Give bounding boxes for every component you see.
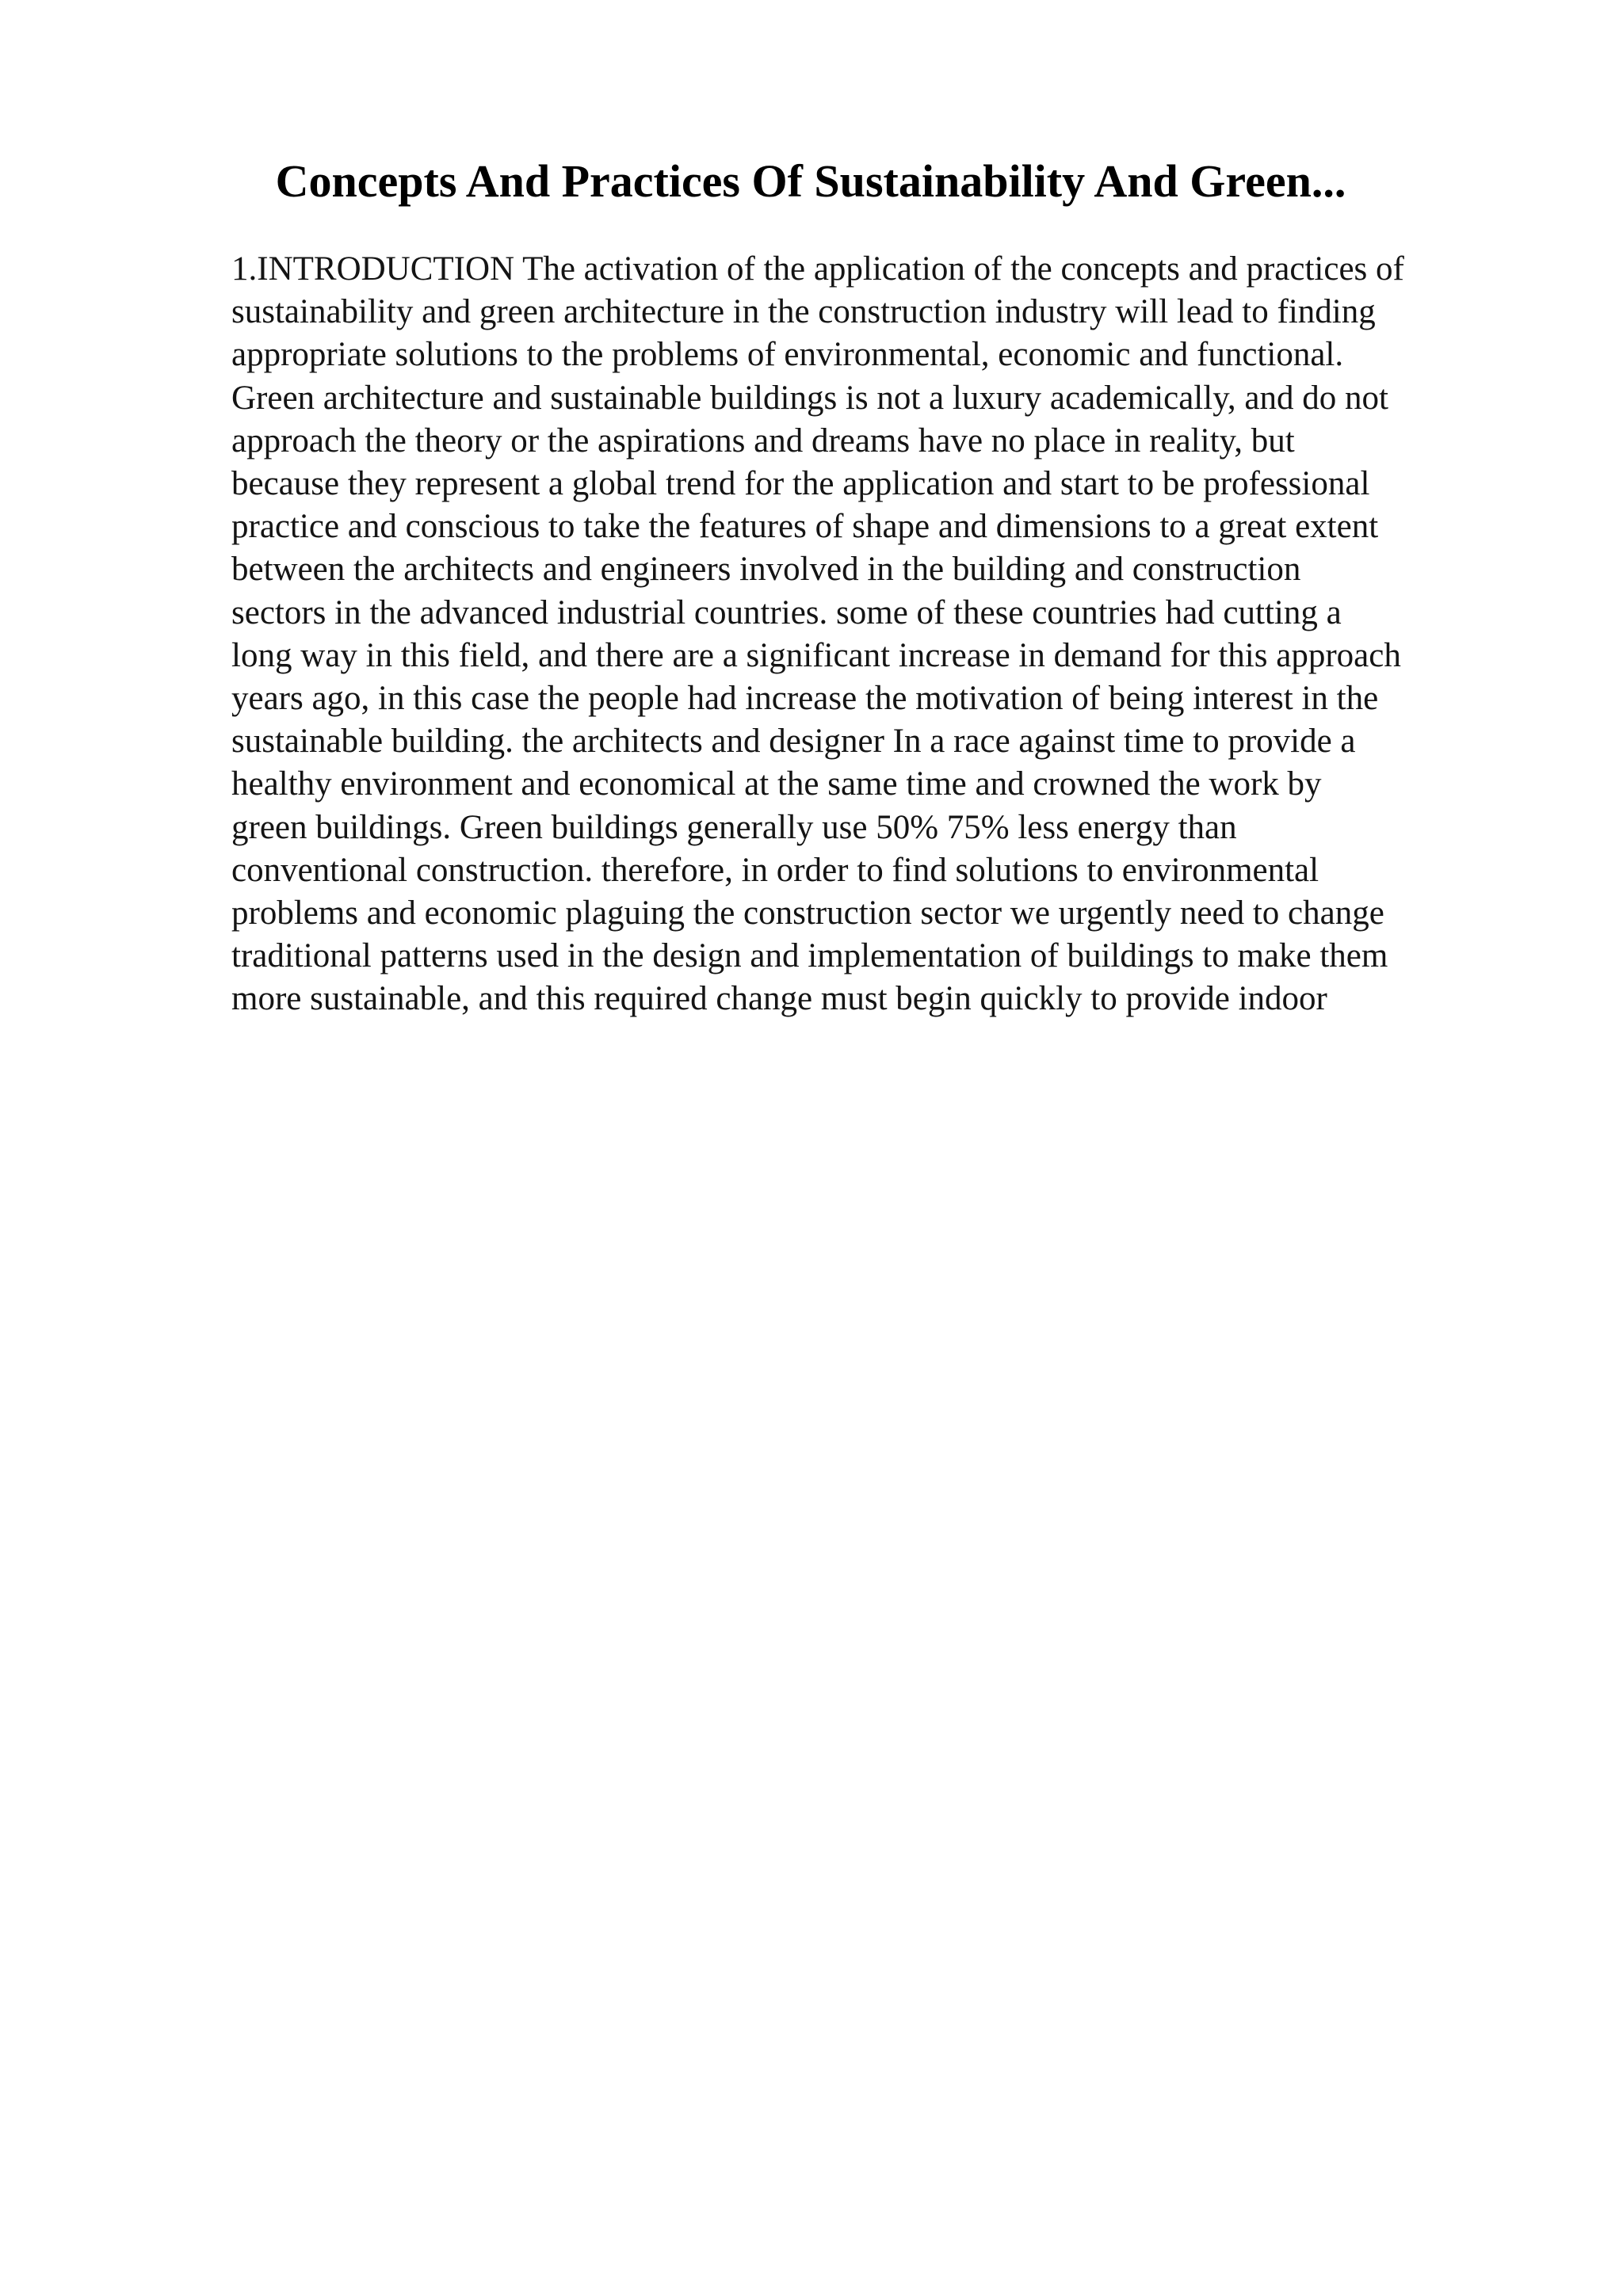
body-line: sustainable building. the architects and designer In a race against time to provide a xyxy=(231,723,1356,761)
body-line: between the architects and engineers involved in the building and construction xyxy=(231,551,1301,589)
body-line: sectors in the advanced industrial countries. some of these countries had cutting a xyxy=(231,593,1342,631)
body-line: years ago, in this case the people had increase the motivation of being interest in the xyxy=(231,680,1379,718)
body-line: more sustainable, and this required change must begin quickly to provide indoor xyxy=(231,980,1327,1018)
body-line: conventional construction. therefore, in order to find solutions to environmental xyxy=(231,851,1319,889)
body-line: because they represent a global trend for the application and start to be professional xyxy=(231,465,1370,503)
body-line: approach the theory or the aspirations and dreams have no place in reality, but xyxy=(231,421,1295,460)
body-line: healthy environment and economical at the same time and crowned the work by xyxy=(231,765,1322,803)
body-line: 1.INTRODUCTION The activation of the application of the concepts and practices of xyxy=(231,250,1404,288)
body-line: sustainability and green architecture in the construction industry will lead to finding xyxy=(231,293,1376,331)
body-line: Green architecture and sustainable buildings is not a luxury academically, and do not xyxy=(231,379,1388,417)
document-title: Concepts And Practices Of Sustainability And Green... xyxy=(275,155,1346,207)
body-line: problems and economic plaguing the construction sector we urgently need to change xyxy=(231,894,1384,933)
body-line: appropriate solutions to the problems of environmental, economic and functional. xyxy=(231,336,1344,374)
body-line: long way in this field, and there are a significant increase in demand for this approach xyxy=(231,636,1401,674)
body-line: green buildings. Green buildings generally use 50% 75% less energy than xyxy=(231,808,1237,846)
body-line: traditional patterns used in the design and implementation of buildings to make them xyxy=(231,937,1388,975)
document-body xyxy=(231,248,1515,1021)
body-line: practice and conscious to take the features of shape and dimensions to a great extent xyxy=(231,508,1379,546)
